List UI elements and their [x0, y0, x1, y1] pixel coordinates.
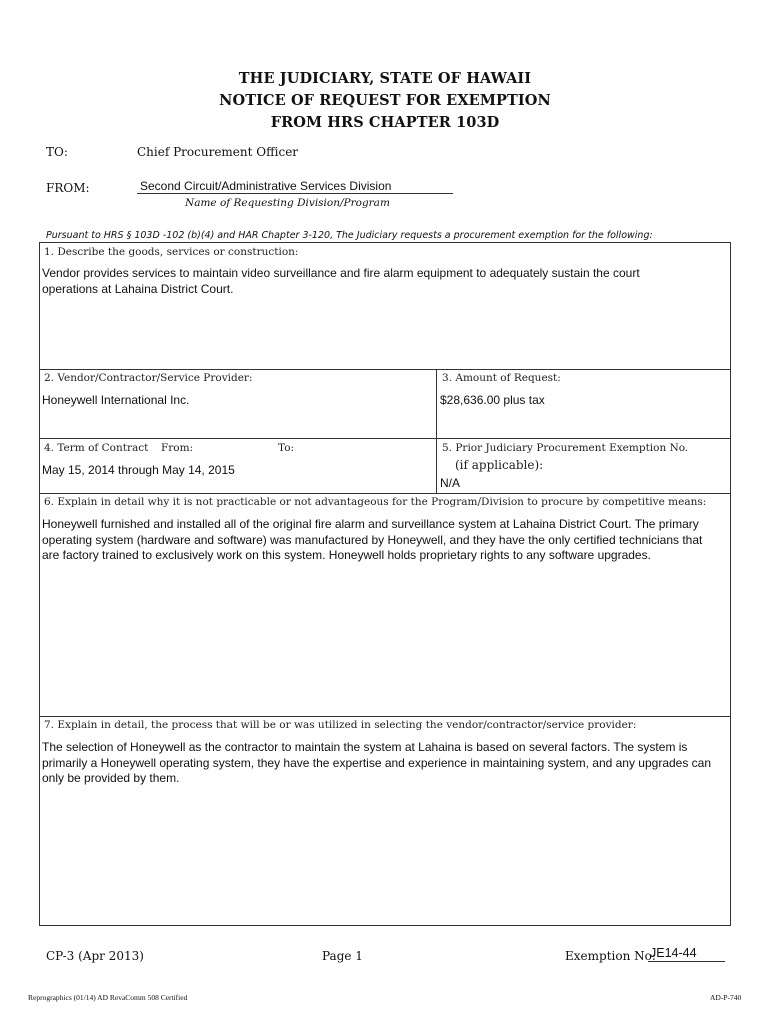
to-label: TO: — [46, 145, 68, 159]
section-1-text[interactable]: Vendor provides services to maintain video surveillance and fire alarm equipment to adequately sustain the court operations at Lahaina District Court. — [42, 266, 640, 296]
section-3-label: 3. Amount of Request: — [442, 372, 561, 384]
title-line-1: THE JUDICIARY, STATE OF HAWAII — [238, 70, 532, 87]
section-5-label: 5. Prior Judiciary Procurement Exemption No. — [442, 442, 689, 454]
exemption-value: JE14-44 — [650, 946, 697, 960]
title-line-2: NOTICE OF REQUEST FOR EXEMPTION — [219, 92, 551, 109]
reprographics-note: Reprographics (01/14) AD RevaComm 508 Certified — [28, 993, 188, 1002]
section-6-label: 6. Explain in detail why it is not practicable or not advantageous for the Program/Division to procure by competitive means: — [44, 496, 707, 508]
section-1-box — [39, 242, 731, 370]
to-value: Chief Procurement Officer — [137, 145, 299, 159]
exemption-field[interactable] — [648, 946, 725, 962]
exemption-label: Exemption No: — [565, 949, 656, 963]
section-6-text[interactable]: Honeywell furnished and installed all of the original fire alarm and surveillance system at Lahaina District Court. The primary operating system (hardware and software) was manufactured by Honeywell, and they have the only certified technicians that are factory trained to exclusively work on this system. Honeywell holds proprietary rights to any software upgrades. — [42, 517, 703, 562]
amount-value[interactable]: $28,636.00 plus tax — [440, 393, 545, 407]
term-value[interactable]: May 15, 2014 through May 14, 2015 — [42, 463, 235, 477]
from-caption: Name of Requesting Division/Program — [185, 197, 390, 209]
section-4-label: 4. Term of Contract — [44, 442, 149, 454]
title-line-3: FROM HRS CHAPTER 103D — [270, 114, 500, 131]
form-code: AD-P-740 — [710, 993, 742, 1002]
section-7-text[interactable]: The selection of Honeywell as the contractor to maintain the system at Lahaina is based on several factors. The system is primarily a Honeywell operating system, they have the expertise and experience in maintaining system, and any upgrades can only be provided by them. — [42, 740, 712, 785]
prior-exemption-value[interactable]: N/A — [440, 476, 461, 490]
pursuant-statement: Pursuant to HRS § 103D -102 (b)(4) and HAR Chapter 3-120, The Judiciary requests a procurement exemption for the following: — [46, 230, 653, 241]
term-to-label: To: — [278, 442, 295, 454]
section-1-label: 1. Describe the goods, services or construction: — [44, 246, 299, 258]
section-2-label: 2. Vendor/Contractor/Service Provider: — [44, 372, 253, 384]
term-from-label: From: — [161, 442, 194, 454]
page-number: Page 1 — [322, 949, 363, 963]
from-field[interactable] — [137, 179, 453, 194]
form-id: CP-3 (Apr 2013) — [46, 949, 144, 963]
from-value: Second Circuit/Administrative Services Division — [140, 179, 392, 193]
section-7-label: 7. Explain in detail, the process that will be or was utilized in selecting the vendor/contractor/service provider: — [44, 719, 637, 731]
section-5-sub: (if applicable): — [455, 458, 544, 472]
from-label: FROM: — [46, 181, 90, 195]
vendor-name[interactable]: Honeywell International Inc. — [42, 393, 190, 407]
